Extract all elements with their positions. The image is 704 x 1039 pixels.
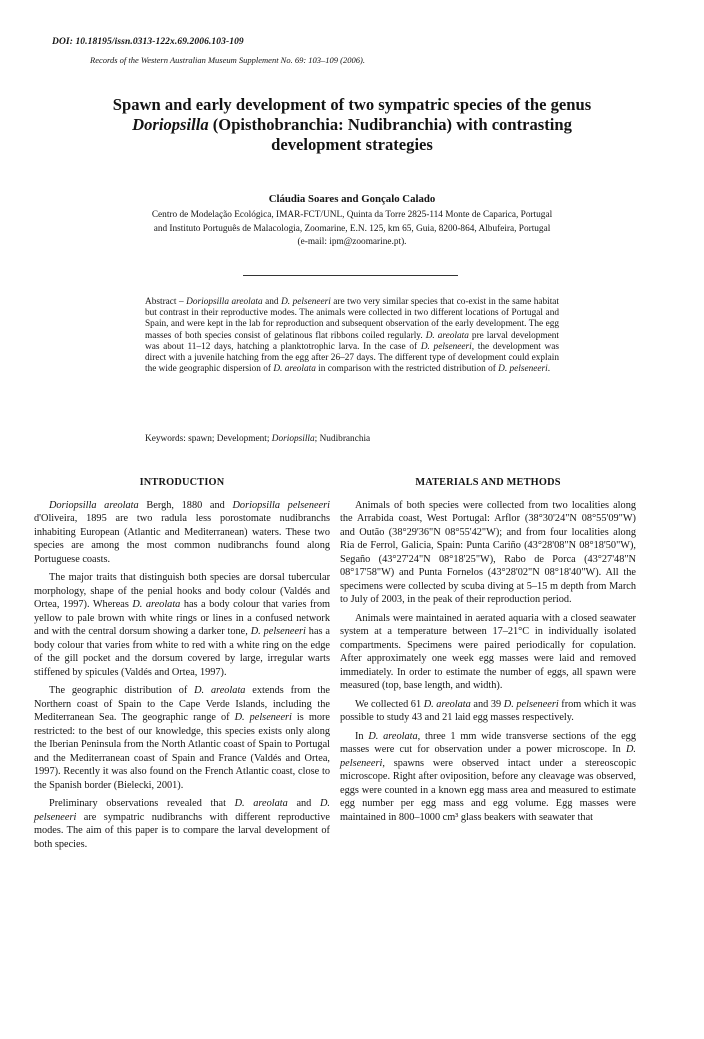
affiliation-line-2: and Instituto Português de Malacologia, Zoomarine, E.N. 125, km 65, Guia, 8200-864, Albufeira, Portugal: [153, 223, 551, 234]
keyword-genus: Doriopsilla: [271, 434, 315, 444]
intro-paragraph-3: [34, 684, 330, 792]
paragraph-text: In: [355, 730, 369, 742]
paragraph-text: Preliminary observations revealed that: [49, 798, 235, 809]
abstract-text: pre larval development was about 11–12 days, hatching a planktotrophic larva. In the case of: [145, 330, 560, 352]
methods-column: [340, 476, 636, 829]
paragraph-text: and: [287, 798, 320, 809]
methods-paragraph-2: Animals were maintained in aerated aquaria with a closed seawater system at a temperature between 17–21°C in individually isolated compartments. Specimens were paired periodically for copulation. After approximately one week egg masses were laid and removed immediately. In order to estimate the number of eggs, all spawn were measured (top, base length, and width).: [340, 612, 636, 691]
species-name: D. pelseneeri: [234, 712, 292, 723]
species-name: D. pelseneeri: [420, 341, 472, 352]
paragraph-text: The geographic distribution of: [49, 685, 195, 696]
keywords-label: Keywords: spawn; Development;: [145, 434, 272, 444]
abstract-label: Abstract –: [145, 297, 187, 307]
paragraph-text: d'Oliveira, 1895 are two radula less porostomate nudibranchs inhabiting European (Atlantic and Mediterranean) waters. These two species are among the most common nudibranchs found along Portuguese coasts.: [34, 513, 330, 565]
introduction-heading: INTRODUCTION: [139, 477, 225, 488]
species-name: D. pelseneeri: [498, 364, 548, 375]
intro-paragraph-2: [34, 571, 330, 679]
title-genus: Doriopsilla: [132, 115, 209, 134]
species-name: D. pelseneeri: [281, 297, 331, 307]
species-name: D. areolata: [368, 730, 418, 742]
title-line-2: (Opisthobranchia: Nudibranchia) with contrasting: [208, 115, 572, 134]
species-name: D. areolata: [132, 599, 181, 610]
divider-rule: [243, 275, 458, 276]
species-name: D. pelseneeri: [340, 744, 636, 769]
abstract: [145, 297, 559, 375]
paragraph-text: and 39: [470, 698, 504, 710]
species-name: D. areolata: [234, 798, 288, 809]
species-name: D. areolata: [194, 685, 246, 696]
paragraph-text: We collected 61: [355, 698, 424, 710]
methods-heading: MATERIALS AND METHODS: [415, 477, 561, 488]
paragraph-text: , three 1 mm wide transverse sections of the egg masses were cut for observation under a power microscope. In: [340, 730, 636, 755]
methods-paragraph-1: Animals of both species were collected from two localities along the Arrabida coast, West Portugal: Arflor (38°30'24"N 08°55'09"W) and Outão (38°29'36"N 08°55'42"W); and from four localities along Ria de Ferrol, Galicia, Spain: Punta Cariño (43°28'08"N 08°18'50"W), Segaño (43°27'24"N 08°18'25"W), Rabo de Porca (43°27'48"N 08°17'58"W) and Punta Fornelos (43°28'02"N 08°18'40"W). All the specimens were collected by scuba diving at 5–15 m depth from March to July of 2003, in the peak of their reproduction period.: [340, 499, 636, 605]
keywords: [145, 434, 559, 444]
species-name: Doriopsilla pelseneeri: [232, 499, 330, 511]
abstract-text: .: [547, 364, 551, 375]
abstract-text: , the development was direct with a juvenile hatching from the egg after 26–27 days. The different type of development could explain the wide geographic dispersion of: [145, 341, 559, 375]
paragraph-text: from which it was possible to study 43 and 21 laid egg masses respectively.: [340, 698, 636, 723]
intro-paragraph-1: [34, 499, 330, 567]
species-name: D. pelseneeri: [503, 698, 559, 710]
intro-paragraph-4: [34, 797, 330, 851]
species-name: D. pelseneeri: [250, 626, 306, 637]
abstract-text: are two very similar species that co-exist in the same habitat but contrast in their reproductive modes. The animals were collected in two different locations of Portugal and Spain, and were kept in the lab for reproduction and subsequent observation of the early development. The egg masses of both species consist of gelatinous flat ribbons coiled regularly.: [145, 297, 559, 341]
running-head: Records of the Western Australian Museum Supplement No. 69: 103–109 (2006).: [90, 55, 365, 65]
affiliation-email: (e-mail: ipm@zoomarine.pt).: [297, 237, 407, 247]
title-line-3: development strategies: [271, 135, 433, 154]
affiliation: [60, 209, 644, 250]
species-name: Doriopsilla areolata: [186, 297, 263, 307]
paragraph-text: extends from the Northern coast of Spain to the Cape Verde Islands, including the Mediterranean Sea. The geographic range of: [34, 685, 330, 723]
methods-paragraph-4: [340, 730, 636, 825]
title-line-1: Spawn and early development of two sympatric species of the genus: [112, 95, 592, 114]
paragraph-text: has a body colour that varies from white to red with a white ring on the edge of the gill pocket and the dorsum covered by large, irregular warts stiffened by spicules (Valdés and Ortea, 1997).: [34, 626, 330, 678]
introduction-column: [34, 476, 330, 856]
paragraph-text: is more restricted: to the best of our knowledge, this species exists only along the Iberian Peninsula from the North Atlantic coast of Spain to Portugal and the Mediterranean coast of Spain and France (Valdés and Ortea, 1997). Recently it was also found on the French Atlantic coast, close to the Spanish border (Bielecki, 2001).: [34, 712, 330, 791]
methods-paragraph-3: [340, 698, 636, 725]
paragraph-text: , spawns were observed intact under a stereoscopic microscope. Right after oviposition, before any cleavage was observed, eggs were counted in a known egg mass area and measured to estimate egg number per egg mass and egg volume. Egg masses were maintained in 800–1000 cm³ glass beakers with seawater that: [340, 757, 636, 823]
paragraph-text: The major traits that distinguish both species are dorsal tubercular morphology, shape of the penial hooks and body colour (Valdés and Ortea, 1997). Whereas: [34, 572, 330, 610]
species-name: D. areolata: [423, 698, 471, 710]
authors: Cláudia Soares and Gonçalo Calado: [268, 193, 436, 205]
affiliation-line-1: Centro de Modelação Ecológica, IMAR-FCT/UNL, Quinta da Torre 2825-114 Monte de Caparica, Portugal: [151, 210, 553, 220]
species-name: D. areolata: [425, 330, 469, 341]
species-name: D. pelseneeri: [34, 798, 330, 823]
keywords-rest: ; Nudibranchia: [314, 434, 371, 444]
doi: DOI: 10.18195/issn.0313-122x.69.2006.103-109: [52, 37, 244, 47]
paragraph-text: are sympatric nudibranchs with different reproductive modes. The aim of this paper is to compare the larval development of both species.: [34, 811, 330, 850]
abstract-text: and: [262, 297, 282, 307]
species-name: D. areolata: [273, 364, 316, 375]
species-name: Doriopsilla areolata: [49, 499, 139, 511]
paragraph-text: Bergh, 1880 and: [138, 499, 233, 511]
article-title: [40, 95, 664, 155]
paragraph-text: has a body colour that varies from yellow to pale brown with white rings or lines in a confused network and with the central dorsum showing a darker tone,: [34, 599, 330, 637]
abstract-text: in comparison with the restricted distribution of: [315, 364, 499, 375]
